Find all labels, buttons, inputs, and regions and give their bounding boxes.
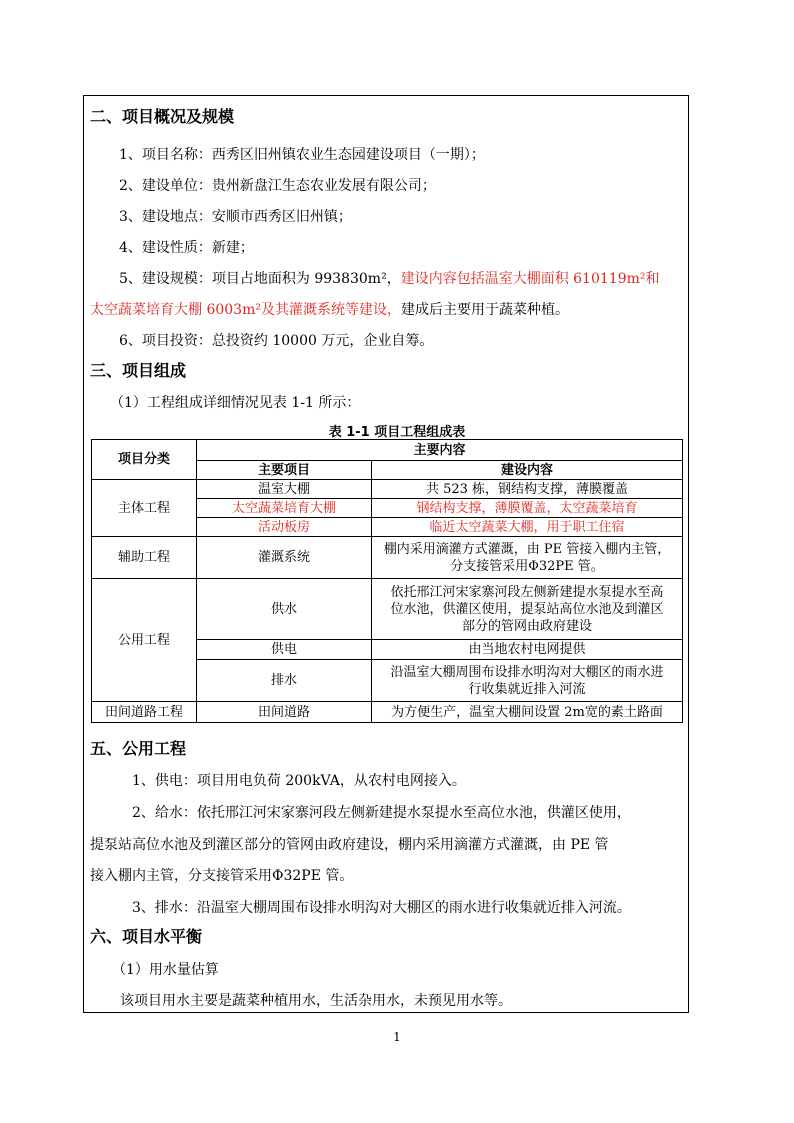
- item3-location: 3、建设地点：安顺市西秀区旧州镇；: [119, 209, 352, 225]
- content-irrigation: [372, 537, 683, 579]
- content-space-veg-greenhouse: 钢结构支撑，薄膜覆盖，太空蔬菜培育: [372, 499, 683, 518]
- public-water-line3: 接入棚内主管，分支接管采用Φ32PE 管。: [90, 868, 354, 884]
- irrigation-line2: 分支接管采用Φ32PE 管。: [450, 558, 604, 574]
- table-caption: 表 1-1 项目工程组成表: [328, 425, 466, 440]
- item-space-veg-greenhouse: 太空蔬菜培育大棚: [197, 499, 372, 518]
- item-prefab-housing: 活动板房: [197, 518, 372, 537]
- water-line1: 依托邢江河宋家寨河段左侧新建提水泵提水至高: [390, 584, 664, 600]
- item5-highlight-1: 建设内容包括温室大棚面积 610119m²和: [400, 271, 660, 287]
- content-greenhouse: 共 523 栋，钢结构支撑，薄膜覆盖: [372, 480, 683, 499]
- cat-road-engineering: 田间道路工程: [92, 702, 197, 723]
- item-irrigation: 灌溉系统: [197, 537, 372, 579]
- water-line2: 位水池，供灌区使用，提泵站高位水池及到灌区: [390, 601, 664, 617]
- drainage-line2: 行收集就近排入河流: [468, 681, 586, 697]
- section6-heading: 六、项目水平衡: [90, 927, 203, 946]
- public-water-line1: 2、给水：依托邢江河宋家寨河段左侧新建提水泵提水至高位水池，供灌区使用，: [132, 805, 631, 821]
- public-drainage-paragraph: 3、排水：沿温室大棚周围布设排水明沟对大棚区的雨水进行收集就近排入河流。: [132, 900, 631, 916]
- item6-investment: 6、项目投资：总投资约 10000 万元，企业自筹。: [119, 333, 434, 349]
- header-build-content: 建设内容: [372, 461, 683, 480]
- content-power-supply: 由当地农村电网提供: [372, 640, 683, 660]
- irrigation-line1: 棚内采用滴灌方式灌溉，由 PE 管接入棚内主管，: [383, 541, 671, 557]
- water-line3: 部分的管网由政府建设: [462, 618, 593, 634]
- section2-heading: 二、项目概况及规模: [90, 107, 235, 126]
- item5-text-b: 建成后主要用于蔬菜种植。: [400, 302, 569, 318]
- header-main-item: 主要项目: [197, 461, 372, 480]
- page-number: 1: [393, 1030, 401, 1044]
- cat-main-engineering: 主体工程: [92, 480, 197, 537]
- item-field-road: 田间道路: [197, 702, 372, 723]
- public-power-paragraph: 1、供电：项目用电负荷 200kVA，从农村电网接入。: [132, 773, 466, 789]
- section3-heading: 三、项目组成: [90, 361, 187, 380]
- content-prefab-housing: 临近太空蔬菜大棚，用于职工住宿: [372, 518, 683, 537]
- header-category: 项目分类: [92, 440, 197, 480]
- item-power-supply: 供电: [197, 640, 372, 660]
- water-estimate-subheading: （1）用水量估算: [112, 962, 219, 978]
- cat-aux-engineering: 辅助工程: [92, 537, 197, 579]
- content-field-road: 为方便生产，温室大棚间设置 2m宽的素土路面: [372, 702, 683, 723]
- public-water-line2: 提泵站高位水池及到灌区部分的管网由政府建设，棚内采用滴灌方式灌溉，由 PE 管: [90, 837, 609, 853]
- item4-nature: 4、建设性质：新建；: [119, 240, 254, 256]
- section5-heading: 五、公用工程: [90, 739, 187, 758]
- item5-scale-line1: [119, 270, 659, 288]
- section3-intro: （1）工程组成详细情况见表 1-1 所示：: [110, 395, 361, 411]
- content-water-supply: [372, 579, 683, 640]
- item-water-supply: 供水: [197, 579, 372, 640]
- item-greenhouse: 温室大棚: [197, 480, 372, 499]
- item5-highlight-2: 太空蔬菜培育大棚 6003m²及其灌溉系统等建设，: [90, 302, 401, 318]
- item5-text-a: 5、建设规模：项目占地面积为 993830m²，: [119, 271, 401, 287]
- item-drainage: 排水: [197, 660, 372, 702]
- header-main-content: 主要内容: [197, 440, 683, 461]
- drainage-line1: 沿温室大棚周围布设排水明沟对大棚区的雨水进: [390, 664, 664, 680]
- item2-builder: 2、建设单位：贵州新盘江生态农业发展有限公司；: [119, 178, 436, 194]
- water-usage-paragraph: 该项目用水主要是蔬菜种植用水，生活杂用水，未预见用水等。: [120, 993, 512, 1009]
- item1-project-name: 1、项目名称：西秀区旧州镇农业生态园建设项目（一期）；: [119, 147, 485, 163]
- item5-scale-line2: [90, 301, 569, 319]
- engineering-composition-table: [91, 439, 683, 723]
- content-drainage: [372, 660, 683, 702]
- cat-public-engineering: 公用工程: [92, 579, 197, 702]
